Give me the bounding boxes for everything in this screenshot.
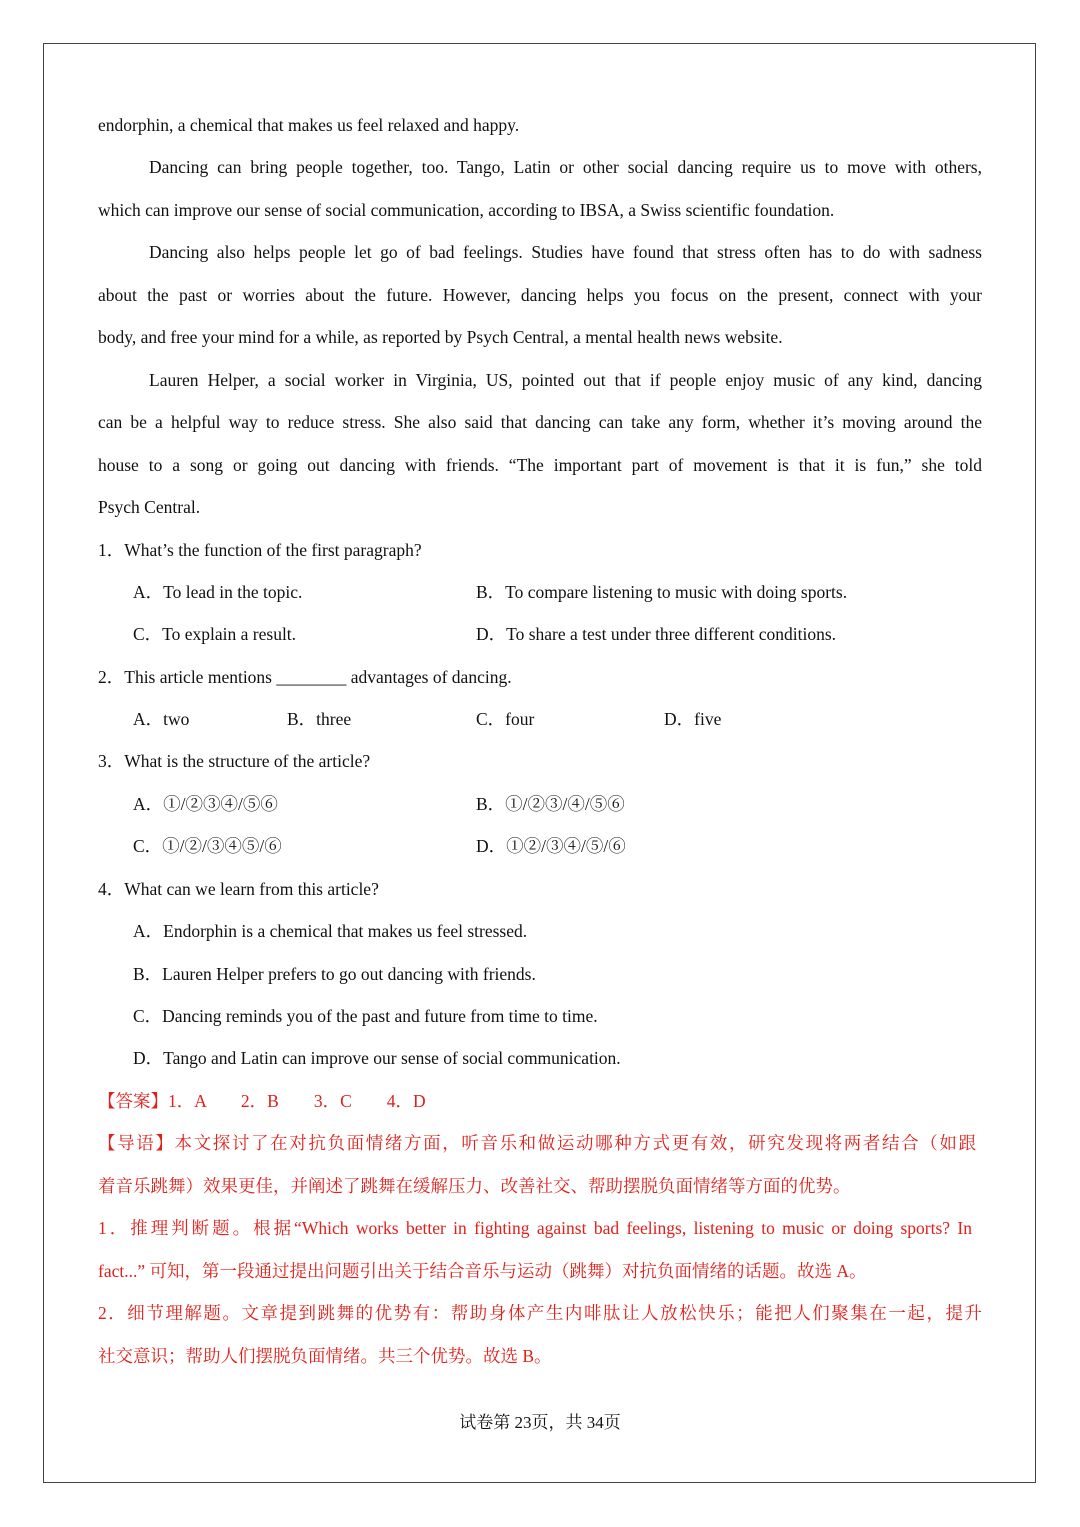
option-d: D．①②/③④/⑤/⑥ xyxy=(476,836,626,856)
option-c: C．To explain a result. xyxy=(133,624,297,644)
question-stem: 4．What can we learn from this article? xyxy=(98,879,379,899)
option-a: A．Endorphin is a chemical that makes us feel stressed. xyxy=(133,921,528,941)
passage-line: about the past or worries about the future. However, dancing helps you focus on the present, connect with your xyxy=(98,285,982,305)
passage-line: house to a song or going out dancing with friends. “The important part of movement is that it is fun,” she told xyxy=(98,455,982,475)
passage-line: Dancing also helps people let go of bad feelings. Studies have found that stress often has to do with sadness xyxy=(149,242,982,262)
option-d: D．five xyxy=(664,709,722,729)
option-c: C．①/②/③④⑤/⑥ xyxy=(133,836,282,856)
option-a: A．①/②③④/⑤⑥ xyxy=(133,794,278,814)
option-a: A．To lead in the topic. xyxy=(133,582,303,602)
passage-line: can be a helpful way to reduce stress. She also said that dancing can take any form, whether it’s moving around the xyxy=(98,412,982,432)
analysis-line: 2．细节理解题。文章提到跳舞的优势有：帮助身体产生内啡肽让人放松快乐；能把人们聚集在一起，提升 xyxy=(98,1303,982,1323)
option-a: A．two xyxy=(133,709,190,729)
option-c: C．Dancing reminds you of the past and future from time to time. xyxy=(133,1006,598,1026)
passage-line: Dancing can bring people together, too. Tango, Latin or other social dancing require us to move with others, xyxy=(149,157,982,177)
passage-line: Lauren Helper, a social worker in Virginia, US, pointed out that if people enjoy music of any kind, dancing xyxy=(149,370,982,390)
analysis-line: 1．推理判断题。根据“Which works better in fighting against bad feelings, listening to music or doing sports? In xyxy=(98,1218,972,1238)
option-b: B．Lauren Helper prefers to go out dancing with friends. xyxy=(133,964,536,984)
answer-key: 【答案】1．A 2．B 3．C 4．D xyxy=(98,1091,426,1111)
passage-line: endorphin, a chemical that makes us feel relaxed and happy. xyxy=(98,115,520,135)
option-d: D．To share a test under three different conditions. xyxy=(476,624,837,644)
question-stem: 3．What is the structure of the article? xyxy=(98,751,371,771)
question-stem: 2．This article mentions ________ advantages of dancing. xyxy=(98,667,512,687)
page-number-footer: 试卷第 23页，共 34页 xyxy=(459,1413,621,1432)
option-b: B．①/②③/④/⑤⑥ xyxy=(476,794,625,814)
passage-line: which can improve our sense of social communication, according to IBSA, a Swiss scientific foundation. xyxy=(98,200,835,220)
passage-line: body, and free your mind for a while, as reported by Psych Central, a mental health news website. xyxy=(98,327,783,347)
analysis-line: 社交意识；帮助人们摆脱负面情绪。共三个优势。故选 B。 xyxy=(98,1346,552,1366)
analysis-line: fact...” 可知，第一段通过提出问题引出关于结合音乐与运动（跳舞）对抗负面情绪的话题。故选 A。 xyxy=(98,1261,867,1281)
option-b: B．To compare listening to music with doing sports. xyxy=(476,582,848,602)
question-stem: 1．What’s the function of the first paragraph? xyxy=(98,540,422,560)
analysis-line: 着音乐跳舞）效果更佳，并阐述了跳舞在缓解压力、改善社交、帮助摆脱负面情绪等方面的优势。 xyxy=(98,1176,851,1196)
option-d: D．Tango and Latin can improve our sense of social communication. xyxy=(133,1048,621,1068)
analysis-line: 【导语】本文探讨了在对抗负面情绪方面，听音乐和做运动哪种方式更有效，研究发现将两者结合（如跟 xyxy=(98,1133,976,1153)
passage-line: Psych Central. xyxy=(98,497,201,517)
option-c: C．four xyxy=(476,709,535,729)
option-b: B．three xyxy=(287,709,352,729)
